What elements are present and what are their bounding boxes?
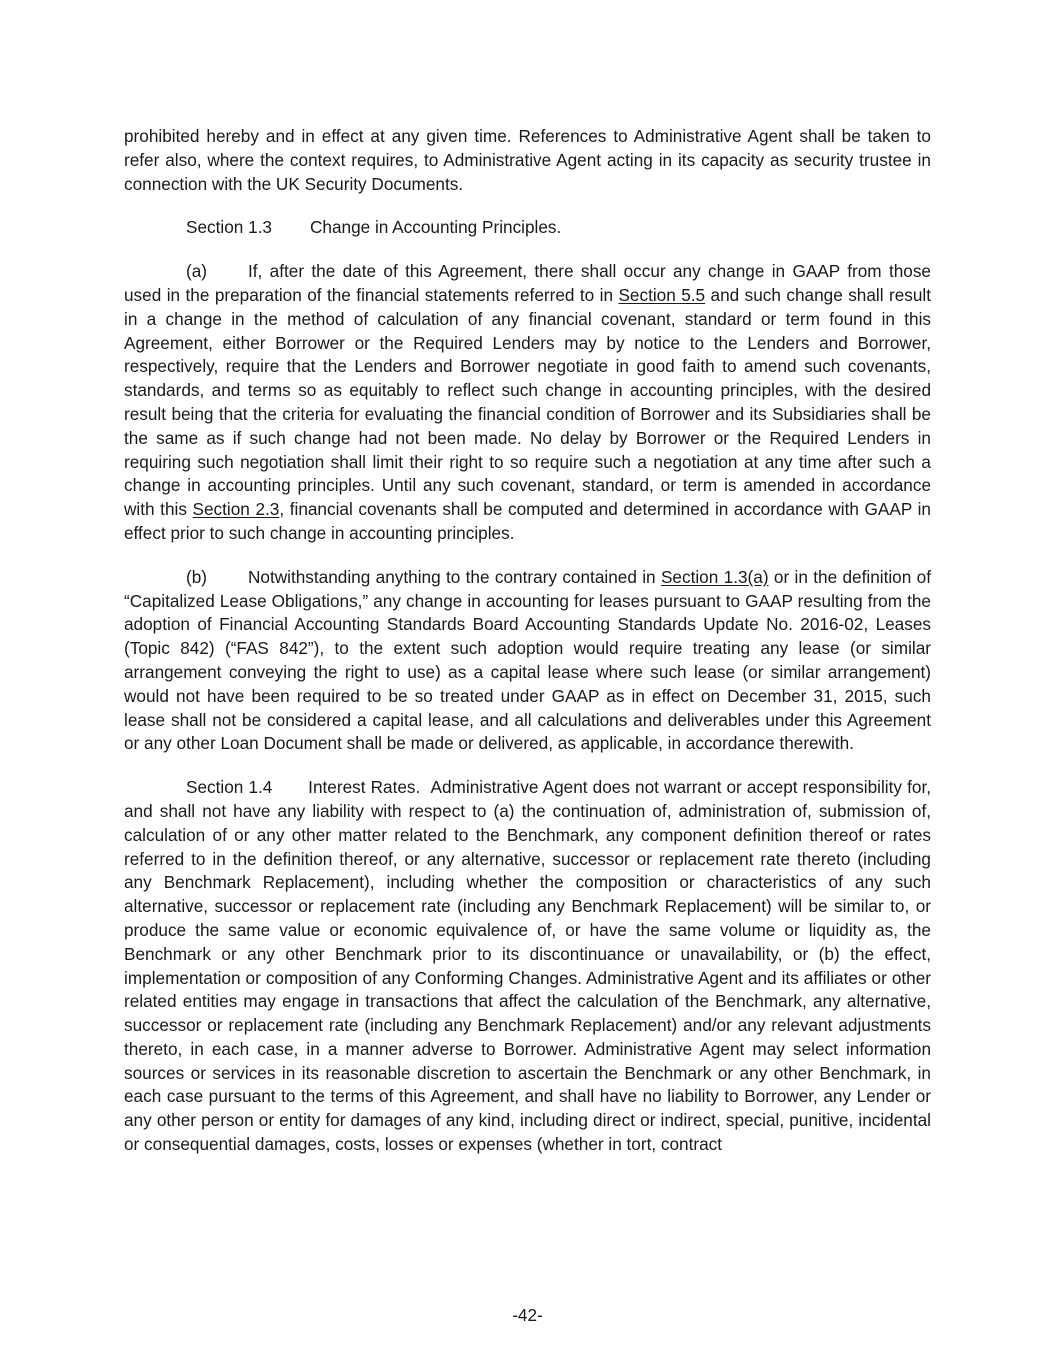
paragraph-section-1-4 xyxy=(124,776,931,1157)
clause-label-b: (b) xyxy=(186,566,208,587)
clause-label-a: (a) xyxy=(186,261,208,282)
para-a-text-3: , financial covenants shall be computed and determined in accordance with GAAP in effect prior to such change in accounting principles. xyxy=(124,499,931,543)
paragraph-intro: prohibited hereby and in effect at any given time. References to Administrative Agent shall be taken to refer also, where the context requires, to Administrative Agent acting in its capacity as security trustee in connection with the UK Security Documents. xyxy=(124,126,931,194)
section-1-3-title: Change in Accounting Principles. xyxy=(310,217,562,238)
section-1-4-text: Administrative Agent does not warrant or accept responsibility for, and shall not have any liability with respect to (a) the continuation of, administration of, submission of, calculation of or any other matter related to the Benchmark, any component definition thereof or rates referred to in the definition thereof, or any alternative, successor or replacement rate thereto (including any Benchmark Replacement), including whether the composition or characteristics of any such alternative, successor or replacement rate (including any Benchmark Replacement) will be similar to, or produce the same value or economic equivalence of, or have the same volume or liquidity as, the Benchmark or any other Benchmark prior to its discontinuance or unavailability, or (b) the effect, implementation or composition of any Conforming Changes. Administrative Agent and its affiliates or other related entities may engage in transactions that affect the calculation of the Benchmark, any alternative, successor or replacement rate (including any Benchmark Replacement) and/or any relevant adjustments thereto, in each case, in a manner adverse to Borrower. Administrative Agent may select information sources or services in its reasonable discretion to ascertain the Benchmark or any other Benchmark, in each case pursuant to the terms of this Agreement, and shall have no liability to Borrower, any Lender or any other person or entity for damages of any kind, including direct or indirect, special, punitive, incidental or consequential damages, costs, losses or expenses (whether in tort, contract xyxy=(124,777,931,1155)
section-5-5-reference: Section 5.5 xyxy=(618,284,706,305)
section-2-3-reference: Section 2.3 xyxy=(192,499,280,520)
section-1-3-number: Section 1.3 xyxy=(186,217,272,238)
para-a-text-1: If, after the date of this Agreement, there shall occur any change in GAAP from those used in the preparation of the financial statements referred to in xyxy=(124,261,931,305)
section-1-3-a-reference: Section 1.3(a) xyxy=(660,566,769,587)
paragraph-1-3-b xyxy=(124,566,931,756)
page-number: -42- xyxy=(512,1305,543,1325)
para-a-text-2: and such change shall result in a change in the method of calculation of any financial covenant, standard or term found in this Agreement, either Borrower or the Required Lenders may by notice to the Lenders and Borrower, respectively, require that the Lenders and Borrower negotiate in good faith to amend such covenants, standards, and terms so as equitably to reflect such change in accounting principles, with the desired result being that the criteria for evaluating the financial condition of Borrower and its Subsidiaries shall be the same as if such change had not been made. No delay by Borrower or the Required Lenders in requiring such negotiation shall limit their right to so require such a negotiation at any time after such a change in accounting principles. Until any such covenant, standard, or term is amended in accordance with this xyxy=(124,284,931,520)
para-b-text-2: or in the definition of “Capitalized Lease Obligations,” any change in accounting for leases pursuant to GAAP resulting from the adoption of Financial Accounting Standards Board Accounting Standards Update No. 2016-02, Leases (Topic 842) (“FAS 842”), to the extent such adoption would require treating any lease (or similar arrangement conveying the right to use) as a capital lease where such lease (or similar arrangement) would not have been required to be so treated under GAAP as in effect on December 31, 2015, such lease shall not be considered a capital lease, and all calculations and deliverables under this Agreement or any other Loan Document shall be made or delivered, as applicable, in accordance therewith. xyxy=(124,566,931,754)
section-1-4-number: Section 1.4 xyxy=(186,777,273,798)
section-1-3-heading xyxy=(124,216,931,240)
para-b-text-1: Notwithstanding anything to the contrary contained in xyxy=(248,566,661,587)
section-1-4-title: Interest Rates. xyxy=(308,777,421,798)
document-page xyxy=(124,125,931,1177)
paragraph-1-3-a xyxy=(124,260,931,546)
